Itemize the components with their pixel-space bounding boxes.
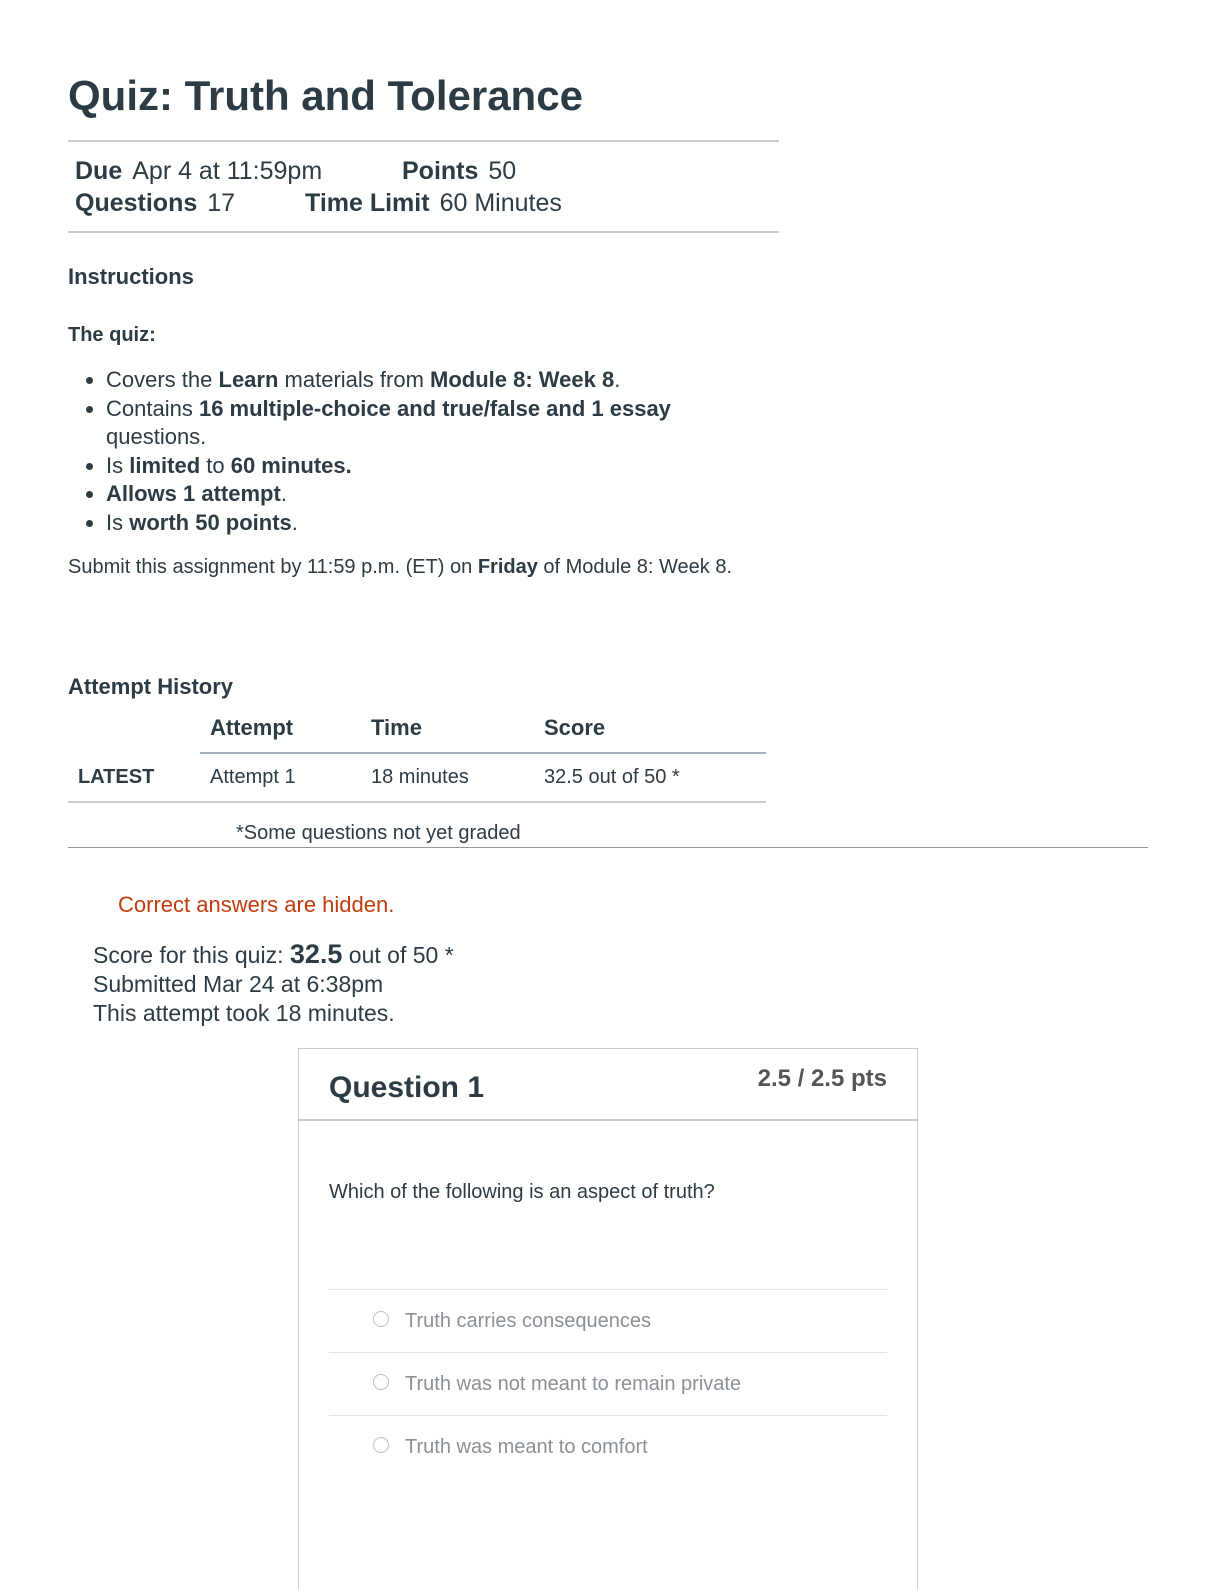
rule-text: questions.	[106, 424, 207, 449]
time-limit-field	[305, 189, 562, 218]
radio-button[interactable]	[373, 1374, 389, 1390]
quiz-rule-item	[106, 452, 686, 481]
score-suffix: out of 50 *	[342, 942, 454, 968]
score-summary	[93, 940, 454, 1028]
answer-option[interactable]	[329, 1352, 887, 1415]
ungraded-footnote: *Some questions not yet graded	[236, 822, 521, 844]
rule-text: .	[291, 509, 298, 535]
rule-text: to	[200, 452, 231, 478]
rule-text: 16 multiple-choice and true/false and 1 essay	[198, 395, 671, 421]
points-field	[402, 157, 516, 186]
answer-option[interactable]	[329, 1415, 887, 1478]
answer-label: Truth was meant to comfort	[405, 1436, 648, 1458]
question-header	[299, 1049, 917, 1121]
rule-text: worth 50 points	[129, 509, 292, 535]
quiz-subheading: The quiz:	[68, 324, 156, 346]
section-divider	[68, 847, 1148, 848]
question-text: Which of the following is an aspect of truth?	[329, 1181, 715, 1203]
rule-text: limited	[129, 452, 201, 478]
column-header-score: Score	[534, 712, 766, 753]
blank-header	[68, 712, 200, 753]
table-row	[68, 753, 766, 802]
submit-text: Submit this assignment by 11:59 p.m. (ET) on	[68, 556, 478, 578]
divider	[68, 140, 779, 142]
quiz-rule-item	[106, 366, 686, 395]
quiz-rule-item	[106, 395, 686, 452]
attempt-time: 18 minutes	[361, 753, 534, 802]
rule-text: Allows 1 attempt	[106, 481, 281, 506]
instructions-heading: Instructions	[68, 264, 194, 289]
rule-text: Learn	[218, 367, 279, 392]
score-label: Score for this quiz:	[93, 942, 290, 968]
attempt-history-heading: Attempt History	[68, 674, 234, 699]
answer-label: Truth carries consequences	[405, 1310, 652, 1332]
attempt-link[interactable]: Attempt 1	[200, 753, 361, 802]
page-title: Quiz: Truth and Tolerance	[68, 72, 583, 119]
radio-button[interactable]	[373, 1437, 389, 1453]
answer-label: Truth was not meant to remain private	[405, 1373, 742, 1395]
question-points: 2.5 / 2.5 pts	[757, 1065, 887, 1092]
points-value: 50	[488, 157, 517, 185]
time-limit-label: Time Limit	[305, 189, 430, 217]
rule-text: materials from	[278, 367, 431, 392]
latest-label: LATEST	[68, 753, 200, 802]
radio-button[interactable]	[373, 1311, 389, 1327]
submit-text-end: of Module 8: Week 8.	[537, 556, 733, 578]
time-limit-value: 60 Minutes	[439, 189, 562, 217]
column-header-attempt: Attempt	[200, 712, 361, 753]
column-header-time: Time	[361, 712, 534, 753]
submitted-time: Submitted Mar 24 at 6:38pm	[93, 971, 384, 997]
quiz-rule-item	[106, 480, 686, 509]
rule-text: Is	[106, 452, 130, 478]
rule-text: Is	[106, 509, 130, 535]
rule-text: Covers the	[106, 367, 219, 392]
question-title: Question 1	[329, 1071, 485, 1104]
divider	[68, 231, 779, 233]
answers-hidden-note: Correct answers are hidden.	[118, 892, 395, 917]
attempt-score: 32.5 out of 50 *	[534, 753, 766, 802]
questions-label: Questions	[75, 189, 198, 217]
rule-text: .	[614, 367, 621, 392]
question-card	[298, 1048, 918, 1589]
attempt-history-table	[68, 712, 766, 803]
rule-text: 60 minutes.	[230, 452, 352, 478]
answer-option[interactable]	[329, 1289, 887, 1352]
attempt-duration: This attempt took 18 minutes.	[93, 1000, 395, 1026]
questions-value: 17	[207, 189, 236, 217]
rule-text: .	[280, 481, 287, 506]
score-value: 32.5	[289, 939, 343, 969]
questions-field	[75, 189, 235, 218]
submit-day: Friday	[477, 556, 538, 578]
submit-note	[68, 554, 768, 581]
answer-list	[329, 1289, 887, 1478]
rule-text: Module 8: Week 8	[430, 367, 615, 392]
quiz-rules-list	[78, 366, 686, 537]
points-label: Points	[402, 157, 479, 185]
rule-text: Contains	[106, 395, 199, 421]
due-label: Due	[75, 157, 123, 185]
quiz-rule-item	[106, 509, 686, 538]
due-field	[75, 157, 322, 186]
due-value: Apr 4 at 11:59pm	[132, 157, 323, 185]
